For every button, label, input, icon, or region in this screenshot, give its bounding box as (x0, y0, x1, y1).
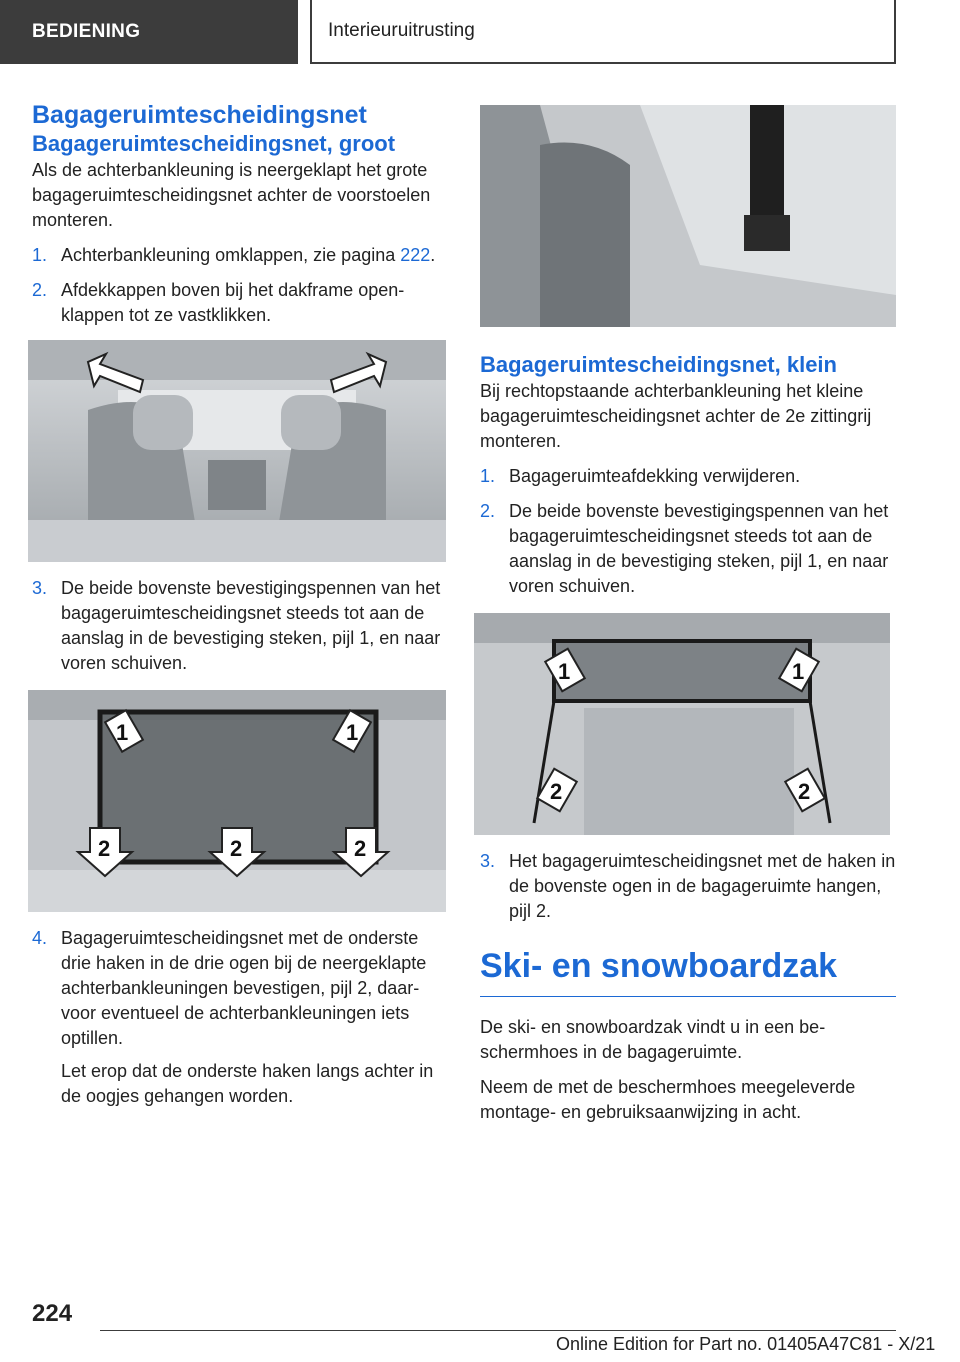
step-item (32, 278, 446, 328)
step-number: 2. (480, 501, 496, 521)
figure-roof-clip (480, 105, 896, 327)
intro-large-net: Als de achterbankleuning is neergeklapt het grote bagageruimtescheidingsnet achter de voorstoelen monteren. (32, 160, 431, 230)
footer-divider (100, 1330, 896, 1331)
step-text: Bagageruimteafdekking verwijderen. (509, 466, 801, 486)
step-text: Afdekkappen boven bij het dakframe openklappen tot ze vastklikken. (61, 280, 405, 325)
step-item (32, 576, 446, 676)
step-number: 3. (480, 851, 496, 871)
ski-bag-para-1: De ski- en snowboardzak vindt u in een beschermhoes in de bagageruimte. (480, 1017, 826, 1062)
section-subtitle-large-net: Bagageruimtescheidingsnet, groot (32, 131, 396, 156)
figure-large-net-mounted (28, 690, 446, 912)
section-subtitle-small-net: Bagageruimtescheidingsnet, klein (480, 352, 837, 377)
page-link[interactable]: 222 (400, 245, 431, 265)
header-section (0, 0, 298, 64)
ski-bag-para-2: Neem de met de beschermhoes meegeleverde montage- en gebruiksaanwijzing in acht. (480, 1077, 856, 1122)
step-note: Let erop dat de onderste haken langs achter in de oogjes gehangen worden. (61, 1061, 434, 1106)
step-number: 2. (32, 280, 48, 300)
page-number: 224 (32, 1300, 73, 1327)
ski-bag-section (480, 946, 896, 1125)
step-number: 4. (32, 928, 48, 948)
step-item (480, 499, 896, 599)
arrow-label: 2 (550, 779, 563, 804)
intro-small-net: Bij rechtopstaande achterbankleuning het kleine bagageruimtescheidingsnet achter de 2e zittingrij monteren. (480, 381, 872, 451)
figure-car-interior-arrows (28, 340, 446, 562)
footer-edition: Online Edition for Part no. 01405A47C81 - X/21 (556, 1334, 936, 1354)
figure-small-net-mounted (474, 613, 890, 835)
arrow-label: 2 (98, 836, 111, 861)
step-text-body: Achterbankleuning omklappen, zie pagina (61, 245, 401, 265)
header-chapter (310, 0, 896, 64)
section-title-ski-bag: Ski- en snowboardzak (480, 947, 838, 985)
step-item (480, 849, 896, 924)
step-text: De beide bovenste bevestigingspennen van het bagageruimtescheidingsnet steeds tot aan de aanslag in de bevestiging steken, pijl 1, en naar voren schuiven. (61, 578, 441, 673)
step-number: 1. (32, 245, 48, 265)
right-column (480, 105, 896, 1135)
step-item (32, 243, 446, 268)
arrow-label: 1 (346, 720, 359, 745)
step-text-end: . (430, 245, 436, 265)
arrow-label: 1 (792, 659, 805, 684)
step-item (480, 464, 896, 489)
step-item (32, 926, 446, 1109)
page-title: Bagageruimtescheidingsnet (32, 101, 367, 129)
left-column (32, 100, 446, 1119)
arrow-label: 1 (116, 720, 129, 745)
step-text-body: Bagageruimtescheidingsnet met de onderste drie haken in de drie ogen bij de neergeklapte achterbankleuningen bevestigen, pijl 2, daarvoor eventueel de achterbankleuningen iets optillen. (61, 928, 427, 1048)
section-divider (480, 996, 896, 997)
step-text (61, 926, 446, 1109)
step-text (61, 243, 446, 268)
header-section-label: BEDIENING (32, 21, 141, 42)
arrow-label: 2 (798, 779, 811, 804)
header-chapter-label: Interieuruitrusting (328, 20, 475, 41)
step-text: De beide bovenste bevestigingspennen van het bagageruimtescheidingsnet steeds tot aan de aanslag in de bevestiging steken, pijl 1, en naar voren schuiven. (509, 501, 889, 596)
step-text: Het bagageruimtescheidingsnet met de haken in de bovenste ogen in de bagageruimte hangen, pijl 2. (509, 851, 896, 921)
step-number: 1. (480, 466, 496, 486)
arrow-label: 2 (230, 836, 243, 861)
arrow-label: 1 (558, 659, 571, 684)
step-number: 3. (32, 578, 48, 598)
arrow-label: 2 (354, 836, 367, 861)
